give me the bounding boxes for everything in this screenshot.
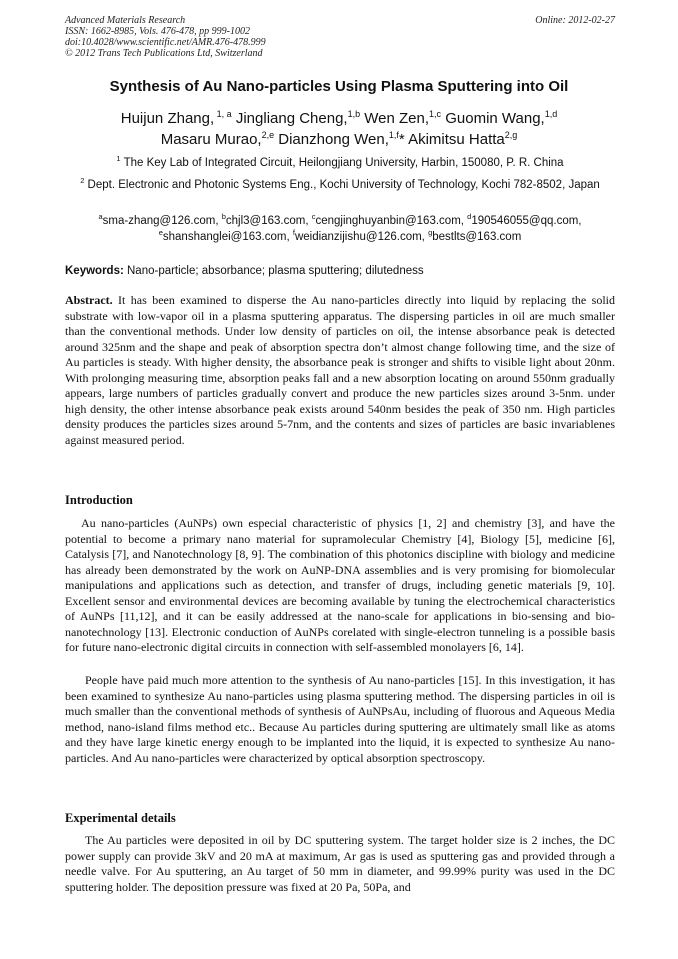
email[interactable]: chjl3@163.com,: [225, 215, 312, 227]
doi: doi:10.4028/www.scientific.net/AMR.476-478.999: [65, 37, 266, 48]
email-sup: b: [221, 212, 226, 221]
email[interactable]: cengjinghuyanbin@163.com,: [315, 215, 468, 227]
journal-header: [65, 15, 615, 59]
keywords-label: Keywords:: [65, 265, 124, 277]
email-sup: f: [292, 228, 295, 237]
affiliation-number: 2: [80, 176, 85, 185]
paragraph: People have paid much more attention to the synthesis of Au nano-particles [15]. In this investigation, it has been examined to synthesize Au nano-particles using plasma sputtering method. The dispersing particles in oil is much smaller than the conventional methods of synthesis of AuNPsAu, including of fluorous and Aqueous Media method, nano-island films method etc.. Because Au particles during sputtering are ultimately small like as atoms and they have large kinetic energy enough to be implanted into the liquid, it is expected to synthesize Au nano-particles. And Au nano-particles were characterized by optical absorption spectroscopy.: [65, 673, 615, 765]
online-date: Online: 2012-02-27: [535, 15, 615, 26]
paragraph: Au nano-particles (AuNPs) own especial characteristic of physics [1, 2] and chemistry [3], and have the potential to become a primary nano material for supramolecular Chemistry [4], Biology [5], medicine [6], Catalysis [7], and Nanotechnology [8, 9]. The combination of this photonics discipline with biology and medicine has already been demonstrated by the work on AuNP-DNA assemblies and is very promising for biomolecular manipulations and applications such as detection, and transfer of drugs, including genetic materials [9, 10]. Excellent sensor and environmental devices are becoming available by tuning the electrochemical characteristics of AuNPs [11,12], and it can be easily addressed at the nano-scale for applications in bio-sensing and bio-nanotechnology [13]. Electronic conduction of AuNPs corelated with single-electron tunneling is a possible basis for future nano-electronic digital circuits in connection with self-assembled monolayers [6, 14].: [65, 516, 615, 654]
email[interactable]: sma-zhang@126.com,: [102, 215, 222, 227]
paper-title: Synthesis of Au Nano-particles Using Plasma Sputtering into Oil: [109, 78, 569, 95]
author-name: Guomin Wang,: [445, 110, 545, 127]
email[interactable]: shanshanglei@163.com,: [162, 231, 293, 243]
keywords-text: Nano-particle; absorbance; plasma sputtering; dilutedness: [123, 265, 424, 277]
email[interactable]: bestlts@163.com: [432, 231, 522, 243]
email-sup: g: [428, 228, 433, 237]
author-affil-sup: 1,c: [429, 109, 442, 119]
email-sup: c: [311, 212, 316, 221]
journal-name: Advanced Materials Research: [65, 15, 186, 26]
abstract-text: It has been examined to disperse the Au nano-particles directly into liquid by replacing the solid substrate with low-vapor oil in a plasma sputtering apparatus. The dispersing particles in oil are much smaller than the conventional methods. Under low density of particles on oil, the intense absorbance peak is detected around 325nm and the shape and peak of absorption spectra don’t almost change following time, and the size of Au particles is steady. With higher density, the absorbance peak is stronger and shifts to visible light about 20nm. With prolonging measuring time, absorption peaks fall and a new absorption locating on around 550nm gradually appears, large numbers of particles gradually convert and produce the new particles sizes around 3-5nm. under high density, the other intense absorbance peak exists around 540nm besides the peak of 350 nm. High particles density produces the particles sizes around 5-7nm, and the contents and sizes of particles are basic invariablenes against measured period.: [65, 293, 615, 447]
author-affil-sup: 1,d: [544, 109, 558, 119]
affiliation-text: The Key Lab of Integrated Circuit, Heilongjiang University, Harbin, 150080, P. R. China: [120, 157, 564, 169]
author-name: Masaru Murao,: [160, 131, 262, 148]
author-list: [40, 108, 638, 150]
section-heading-experimental: Experimental details: [65, 811, 176, 825]
keywords: [65, 264, 615, 279]
author-affil-sup: 2,g: [504, 130, 518, 140]
affiliation-text: Dept. Electronic and Photonic Systems Eng., Kochi University of Technology, Kochi 782-8502, Japan: [84, 179, 600, 191]
email-sup: d: [467, 212, 472, 221]
email-sup: a: [98, 212, 103, 221]
affiliation-number: 1: [116, 154, 121, 163]
author-name: Huijun Zhang,: [120, 110, 215, 127]
affiliation-1: [55, 155, 625, 171]
abstract: [65, 293, 615, 448]
author-affil-sup: 1,b: [347, 109, 361, 119]
author-affil-sup: 1,f: [388, 130, 399, 140]
section-heading-introduction: Introduction: [65, 493, 133, 507]
author-name: Wen Zen,: [364, 110, 430, 127]
author-name: Dianzhong Wen,: [278, 131, 389, 148]
affiliation-2: [55, 177, 625, 193]
author-affil-sup: 2,e: [261, 130, 275, 140]
email[interactable]: 190546055@qq.com,: [471, 215, 582, 227]
copyright: © 2012 Trans Tech Publications Ltd, Switzerland: [65, 48, 263, 59]
paragraph: The Au particles were deposited in oil by DC sputtering system. The target holder size is 2 inches, the DC power supply can provide 3kV and 20 mA at maximum, Ar gas is used as sputtering gas and provided through a needle valve. For Au sputtering, an Au target of 50 mm in diameter, and 99.99% purity was used in the DC sputtering holder. The deposition pressure was fixed at 20 Pa, 50Pa, and: [65, 833, 615, 894]
email-sup: e: [158, 228, 163, 237]
author-affil-sup: 1, a: [214, 109, 232, 119]
author-name: Jingliang Cheng,: [235, 110, 348, 127]
abstract-label: Abstract.: [65, 293, 113, 307]
email-list: [55, 213, 625, 245]
author-name: * Akimitsu Hatta: [398, 131, 505, 148]
email[interactable]: weidianzijishu@126.com,: [294, 231, 429, 243]
issn: ISSN: 1662-8985, Vols. 476-478, pp 999-1002: [65, 26, 250, 37]
